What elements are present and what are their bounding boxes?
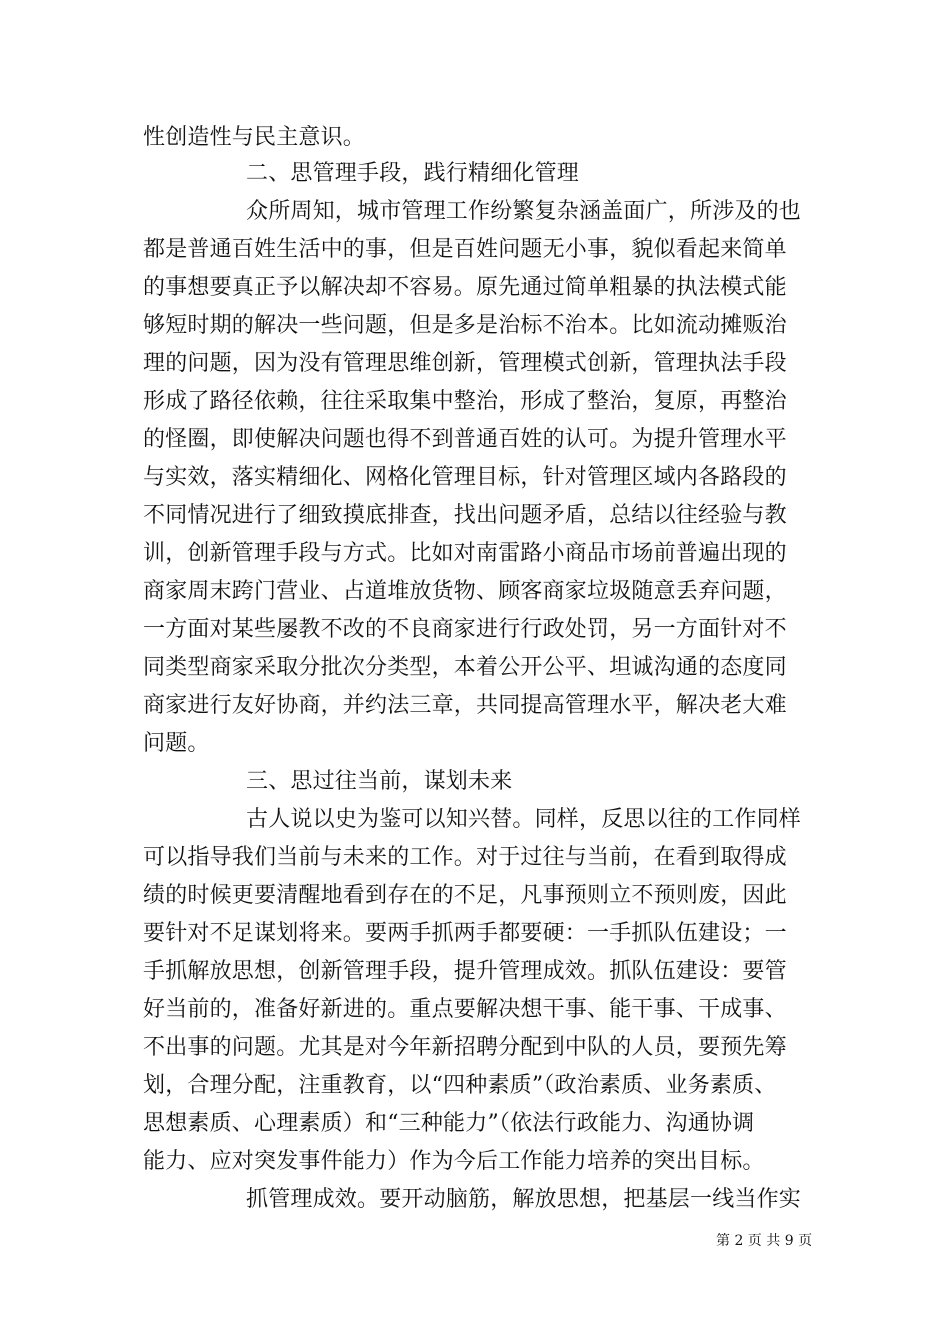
text-line: 手抓解放思想，创新管理手段，提升管理成效。抓队伍建设：要管: [143, 959, 787, 984]
text-line: 训，创新管理手段与方式。比如对南雷路小商品市场前普遍出现的: [143, 541, 787, 566]
text-line: 够短时期的解决一些问题，但是多是治标不治本。比如流动摊贩治: [143, 313, 787, 338]
text-line: 商家周末跨门营业、占道堆放货物、顾客商家垃圾随意丢弃问题，: [143, 579, 787, 604]
text-line: 能力、应对突发事件能力）作为今后工作能力培养的突出目标。: [143, 1149, 765, 1174]
text-line: 问题。: [143, 731, 210, 756]
text-line: 好当前的，准备好新进的。重点要解决想干事、能干事、干成事、: [143, 997, 787, 1022]
text-line: 形成了路径依赖，往往采取集中整治，形成了整治，复原，再整治: [143, 389, 787, 414]
text-line: 绩的时候更要清醒地看到存在的不足，凡事预则立不预则废，因此: [143, 883, 787, 908]
text-line: 都是普通百姓生活中的事，但是百姓问题无小事，貌似看起来简单: [143, 237, 787, 262]
text-line: 思想素质、心理素质）和“三种能力”（依法行政能力、沟通协调: [143, 1111, 755, 1136]
text-line: 与实效，落实精细化、网格化管理目标，针对管理区域内各路段的: [143, 465, 787, 490]
text-line: 不出事的问题。尤其是对今年新招聘分配到中队的人员，要预先筹: [143, 1035, 787, 1060]
text-line: 一方面对某些屡教不改的不良商家进行行政处罚，另一方面针对不: [143, 617, 787, 642]
text-line: 商家进行友好协商，并约法三章，共同提高管理水平，解决老大难: [143, 693, 787, 718]
section-heading: 二、思管理手段，践行精细化管理: [246, 161, 580, 186]
text-line: 划，合理分配，注重教育，以“四种素质”（政治素质、业务素质、: [143, 1073, 777, 1098]
text-line: 性创造性与民主意识。: [143, 125, 366, 150]
text-line: 要针对不足谋划将来。要两手抓两手都要硬：一手抓队伍建设；一: [143, 921, 787, 946]
text-line: 不同情况进行了细致摸底排查，找出问题矛盾，总结以往经验与教: [143, 503, 787, 528]
text-line: 可以指导我们当前与未来的工作。对于过往与当前，在看到取得成: [143, 845, 787, 870]
section-heading: 三、思过往当前，谋划未来: [246, 769, 513, 794]
page-number-footer: 第 2 页 共 9 页: [716, 1233, 813, 1249]
text-line: 的事想要真正予以解决却不容易。原先通过简单粗暴的执法模式能: [143, 275, 787, 300]
text-line: 古人说以史为鉴可以知兴替。同样，反思以往的工作同样: [246, 807, 802, 832]
text-line: 众所周知，城市管理工作纷繁复杂涵盖面广，所涉及的也: [246, 199, 802, 224]
text-line: 同类型商家采取分批次分类型，本着公开公平、坦诚沟通的态度同: [143, 655, 787, 680]
text-line: 理的问题，因为没有管理思维创新，管理模式创新，管理执法手段: [143, 351, 787, 376]
text-line: 抓管理成效。要开动脑筋，解放思想，把基层一线当作实: [246, 1187, 802, 1212]
text-line: 的怪圈，即使解决问题也得不到普通百姓的认可。为提升管理水平: [143, 427, 787, 452]
